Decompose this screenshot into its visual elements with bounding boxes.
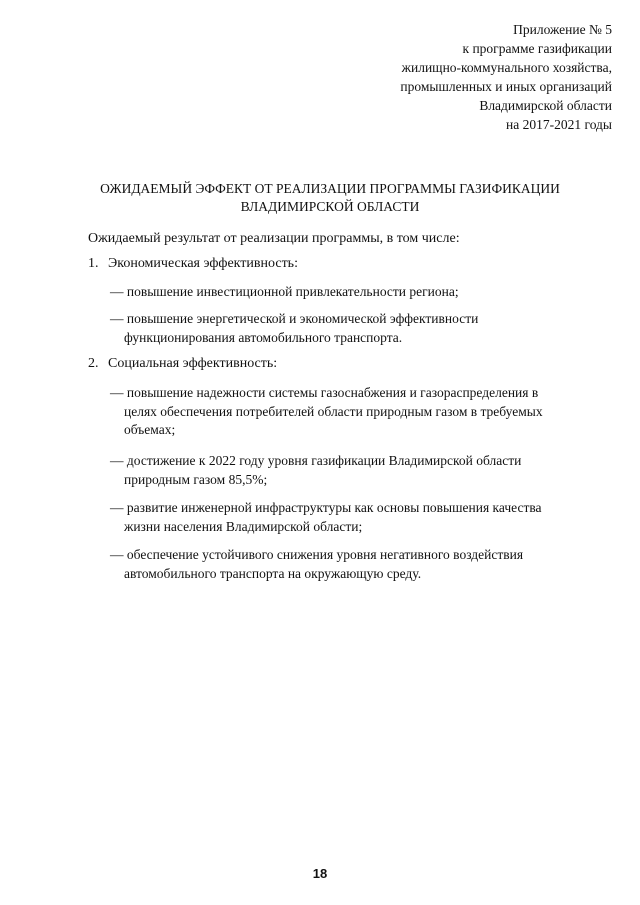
list-item xyxy=(110,499,600,536)
appendix-line: на 2017-2021 годы xyxy=(506,117,612,132)
appendix-header xyxy=(400,20,612,134)
item-line: — развитие инженерной инфраструктуры как основы повышения качества xyxy=(110,500,542,515)
item-line: — повышение энергетической и экономической эффективности xyxy=(110,311,479,326)
item-line: — повышение надежности системы газоснабжения и газораспределения в xyxy=(110,385,539,400)
document-title xyxy=(80,180,580,216)
section-number: 1. xyxy=(88,256,99,271)
item-line: — повышение инвестиционной привлекательности региона; xyxy=(110,284,459,299)
appendix-line: жилищно-коммунального хозяйства, xyxy=(401,60,612,75)
intro-text: Ожидаемый результат от реализации программы, в том числе: xyxy=(88,231,460,246)
section-number: 2. xyxy=(88,356,99,371)
item-line: целях обеспечения потребителей области природным газом в требуемых xyxy=(124,403,543,419)
list-item xyxy=(110,310,600,347)
section-title: Экономическая эффективность: xyxy=(108,256,298,271)
section-title: Социальная эффективность: xyxy=(108,356,278,371)
item-line: — обеспечение устойчивого снижения уровня негативного воздействия xyxy=(110,547,524,562)
item-line: объемах; xyxy=(124,422,176,437)
item-line: жизни населения Владимирской области; xyxy=(124,518,363,534)
appendix-line: к программе газификации xyxy=(462,41,612,56)
item-line: автомобильного транспорта на окружающую среду. xyxy=(124,565,422,581)
appendix-line: промышленных и иных организаций xyxy=(400,79,612,94)
title-line-1: ОЖИДАЕМЫЙ ЭФФЕКТ ОТ РЕАЛИЗАЦИИ ПРОГРАММЫ ГАЗИФИКАЦИИ xyxy=(100,181,560,196)
page-number: 18 xyxy=(312,866,328,881)
list-item xyxy=(110,546,600,583)
section-heading-economic xyxy=(88,255,298,273)
item-line: функционирования автомобильного транспорта. xyxy=(124,329,403,345)
list-item xyxy=(110,384,600,440)
list-item xyxy=(110,283,600,302)
item-line: природным газом 85,5%; xyxy=(124,471,268,487)
appendix-line: Приложение № 5 xyxy=(513,22,612,37)
item-line: — достижение к 2022 году уровня газификации Владимирской области xyxy=(110,453,522,468)
title-line-2: ВЛАДИМИРСКОЙ ОБЛАСТИ xyxy=(240,199,420,214)
appendix-line: Владимирской области xyxy=(479,98,612,113)
section-heading-social xyxy=(88,355,277,373)
list-item xyxy=(110,452,600,489)
